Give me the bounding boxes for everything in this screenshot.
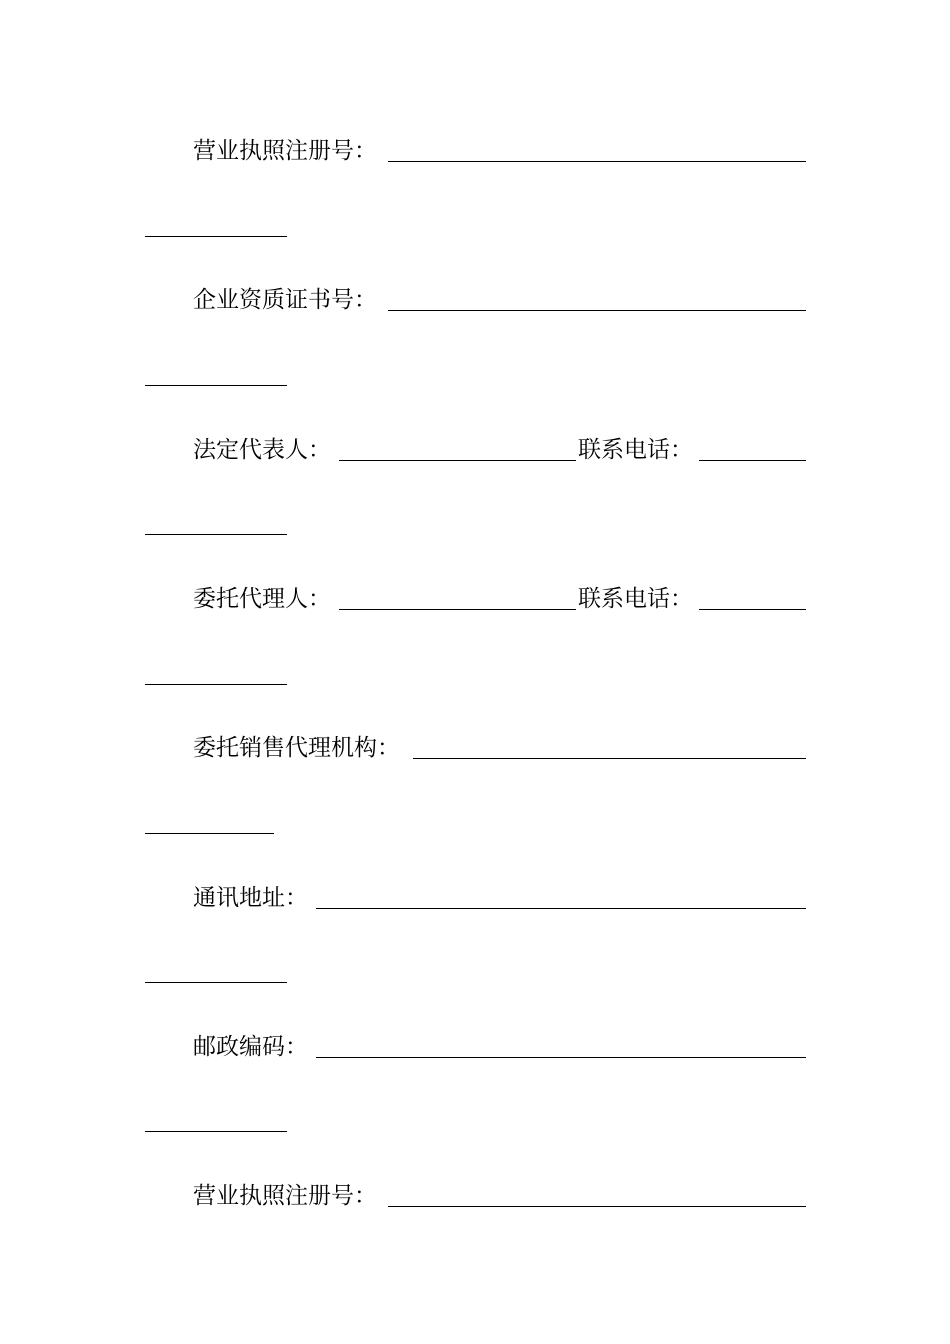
- continuation-line[interactable]: [145, 982, 287, 983]
- continuation-line[interactable]: [145, 385, 287, 386]
- field-authorized-agent: [0, 584, 950, 624]
- fill-line[interactable]: [316, 908, 806, 909]
- fill-line-phone[interactable]: [699, 460, 806, 461]
- field-label: 企业资质证书号：: [193, 287, 377, 313]
- field-label-phone: 联系电话：: [578, 586, 693, 612]
- fill-line[interactable]: [388, 310, 806, 311]
- fill-line[interactable]: [413, 758, 806, 759]
- continuation-line[interactable]: [145, 1131, 287, 1132]
- field-business-license-2: [0, 1181, 950, 1221]
- field-label: 委托销售代理机构：: [193, 735, 400, 761]
- fill-line[interactable]: [339, 460, 576, 461]
- continuation-line[interactable]: [145, 684, 287, 685]
- field-business-license: [0, 136, 950, 176]
- continuation-line[interactable]: [145, 833, 274, 834]
- field-mailing-address: [0, 883, 950, 923]
- field-label: 营业执照注册号：: [193, 138, 377, 164]
- field-label-phone: 联系电话：: [578, 437, 693, 463]
- field-label: 邮政编码：: [193, 1034, 308, 1060]
- field-sales-agency: [0, 733, 950, 773]
- continuation-line[interactable]: [145, 236, 287, 237]
- continuation-line[interactable]: [145, 534, 287, 535]
- field-label: 营业执照注册号：: [193, 1183, 377, 1209]
- field-postal-code: [0, 1032, 950, 1072]
- fill-line[interactable]: [316, 1057, 806, 1058]
- fill-line[interactable]: [339, 609, 576, 610]
- field-qualification-cert: [0, 285, 950, 325]
- field-label: 法定代表人：: [193, 437, 331, 463]
- fill-line[interactable]: [388, 161, 806, 162]
- field-legal-representative: [0, 435, 950, 475]
- field-label: 委托代理人：: [193, 586, 331, 612]
- fill-line[interactable]: [388, 1206, 806, 1207]
- field-label: 通讯地址：: [193, 885, 308, 911]
- fill-line-phone[interactable]: [699, 609, 806, 610]
